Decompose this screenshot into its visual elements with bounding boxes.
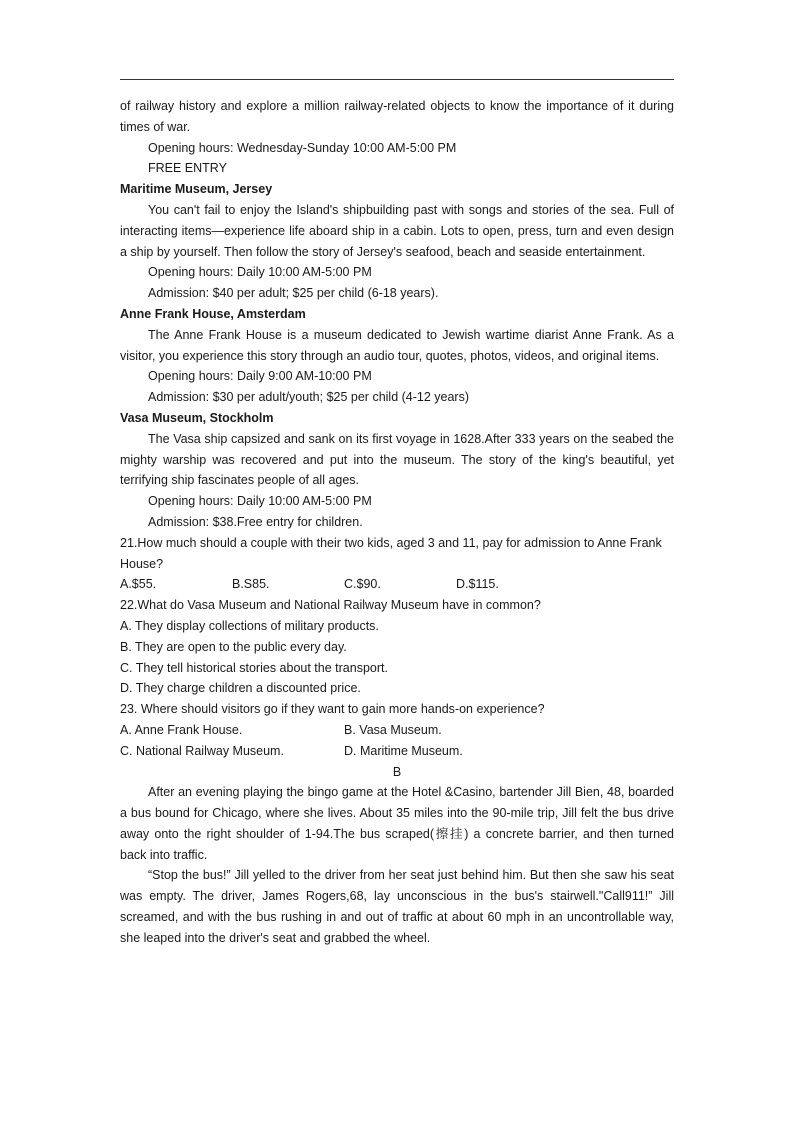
document-body [120, 96, 674, 949]
anne-frank-body: The Anne Frank House is a museum dedicated to Jewish wartime diarist Anne Frank. As a visitor, you experience this story through an audio tour, quotes, photos, videos, and original items. [120, 327, 674, 363]
question-22-option-a: A. They display collections of military products. [120, 618, 379, 633]
section-b-paragraph-2: “Stop the bus!” Jill yelled to the driver from her seat just behind him. But then she saw his seat was empty. The driver, James Rogers,68, lay unconscious in the bus's stairwell."Call911!” Jill screamed, and with the bus rushing in and out of traffic at about 60 mph in an uncontrollable way, she leaped into the driver's seat and grabbed the wheel. [120, 868, 674, 945]
maritime-admission: Admission: $40 per adult; $25 per child (6-18 years). [148, 286, 439, 301]
question-21-option-b: B.S85. [232, 577, 270, 592]
maritime-hours: Opening hours: Daily 10:00 AM-5:00 PM [148, 265, 372, 280]
question-22-option-c: C. They tell historical stories about the transport. [120, 660, 388, 675]
question-23-option-d: D. Maritime Museum. [344, 743, 463, 758]
question-22-option-d: D. They charge children a discounted price. [120, 681, 361, 696]
section-b-paragraph-1: After an evening playing the bingo game at the Hotel &Casino, bartender Jill Bien, 48, boarded a bus bound for Chicago, where she lives. About 35 miles into the 90-mile trip, Jill felt the bus drive away onto the right shoulder of 1-94.The bus scraped(擦挂) a concrete barrier, and then turned back into traffic. [120, 785, 674, 862]
anne-frank-title: Anne Frank House, Amsterdam [120, 306, 306, 321]
vasa-body: The Vasa ship capsized and sank on its first voyage in 1628.After 333 years on the seabed the mighty warship was recovered and put into the museum. The story of the king's beautiful, yet terrifying ship fascinates people of all ages. [120, 431, 674, 488]
question-23-option-b: B. Vasa Museum. [344, 722, 442, 737]
question-23-options-row-2 [120, 741, 674, 762]
vasa-admission: Admission: $38.Free entry for children. [148, 514, 363, 529]
vasa-title: Vasa Museum, Stockholm [120, 410, 274, 425]
question-23-options-row-1 [120, 720, 674, 741]
railway-entry: FREE ENTRY [148, 161, 227, 176]
question-21-options [120, 574, 674, 595]
question-21-option-a: A.$55. [120, 577, 157, 592]
vasa-hours: Opening hours: Daily 10:00 AM-5:00 PM [148, 494, 372, 509]
header-rule [120, 79, 674, 80]
question-21-option-d: D.$115. [456, 577, 499, 592]
question-22-stem: 22.What do Vasa Museum and National Railway Museum have in common? [120, 598, 541, 613]
question-23-stem: 23. Where should visitors go if they want to gain more hands-on experience? [120, 702, 545, 717]
maritime-title: Maritime Museum, Jersey [120, 182, 273, 197]
anne-frank-hours: Opening hours: Daily 9:00 AM-10:00 PM [148, 369, 372, 384]
anne-frank-admission: Admission: $30 per adult/youth; $25 per child (4-12 years) [148, 390, 470, 405]
question-23-option-c: C. National Railway Museum. [120, 743, 284, 758]
railway-hours: Opening hours: Wednesday-Sunday 10:00 AM-5:00 PM [148, 140, 457, 155]
question-23-option-a: A. Anne Frank House. [120, 722, 243, 737]
question-21-stem: 21.How much should a couple with their two kids, aged 3 and 11, pay for admission to Anne Frank House? [120, 535, 662, 571]
question-21-option-c: C.$90. [344, 577, 381, 592]
maritime-body: You can't fail to enjoy the Island's shipbuilding past with songs and stories of the sea. Full of interacting items—experience life aboard ship in a cabin. Lots to open, press, turn and even design a ship by yourself. Then follow the story of Jersey's seafood, beach and seaside entertainment. [120, 202, 674, 259]
railway-intro-tail: of railway history and explore a million railway-related objects to know the importance of it during times of war. [120, 99, 674, 134]
section-b-label: B [392, 764, 402, 779]
question-22-option-b: B. They are open to the public every day. [120, 639, 347, 654]
